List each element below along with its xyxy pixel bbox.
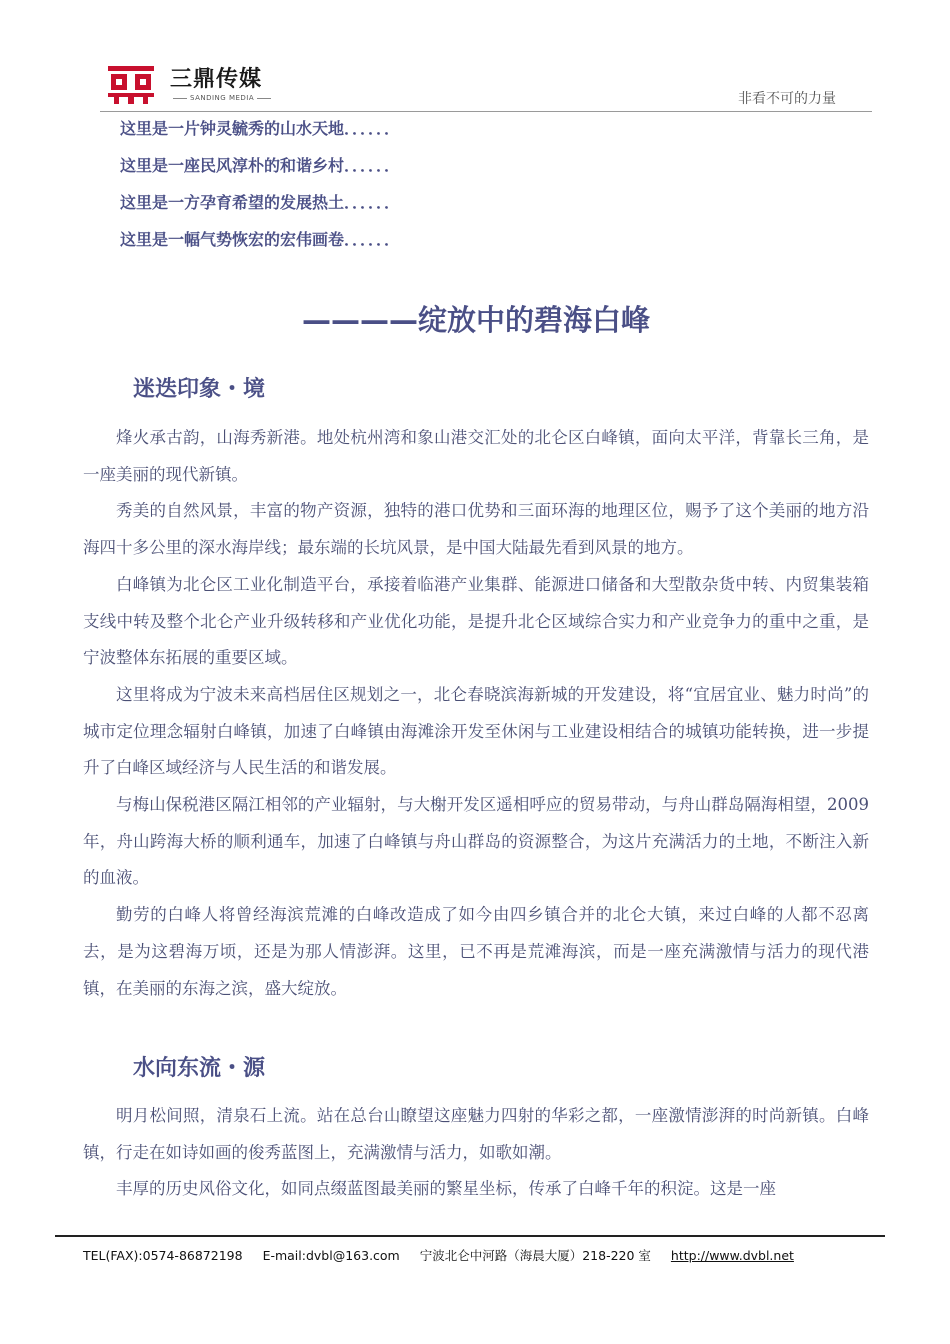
footer-divider [55, 1235, 885, 1237]
section-body [83, 1098, 869, 1208]
page-footer [83, 1246, 794, 1264]
intro-line: 这里是一幅气势恢宏的宏伟画卷．．．．．． [120, 230, 401, 249]
paragraph: 勤劳的白峰人将曾经海滨荒滩的白峰改造成了如今由四乡镇合并的北仑大镇，来过白峰的人都不忍离去，是为这碧海万顷，还是为那人情澎湃。这里，已不再是荒滩海滨，而是一座充满激情与活力的现代港镇，在美丽的东海之滨，盛大绽放。 [83, 905, 869, 998]
paragraph: 烽火承古韵，山海秀新港。地处杭州湾和象山港交汇处的北仑区白峰镇，面向太平洋，背靠长三角，是一座美丽的现代新镇。 [83, 428, 869, 484]
footer-tel: TEL(FAX):0574-86872198 [83, 1248, 243, 1263]
paragraph: 白峰镇为北仑区工业化制造平台，承接着临港产业集群、能源进口储备和大型散杂货中转、内贸集装箱支线中转及整个北仑产业升级转移和产业优化功能，是提升北仑区域综合实力和产业竞争力的重中之重，是宁波整体东拓展的重要区域。 [83, 574, 869, 668]
paragraph: 明月松间照，清泉石上流。站在总台山瞭望这座魅力四射的华彩之都，一座激情澎湃的时尚新镇。白峰镇，行走在如诗如画的俊秀蓝图上，充满激情与活力，如歌如潮。 [83, 1106, 869, 1162]
paragraph: 秀美的自然风景，丰富的物产资源，独特的港口优势和三面环海的地理区位，赐予了这个美丽的地方沿海四十多公里的深水海岸线；最东端的长坑风景，是中国大陆最先看到风景的地方。 [83, 501, 869, 558]
logo-name: 三鼎传媒 [170, 67, 263, 92]
sanding-logo-icon [108, 66, 154, 104]
logo-subtitle: SANDING MEDIA [170, 94, 270, 102]
paragraph: 丰厚的历史风俗文化，如同点缀蓝图最美丽的繁星坐标，传承了白峰千年的积淀。这是一座 [116, 1179, 776, 1199]
header-divider [100, 111, 872, 112]
footer-website-link[interactable]: http://www.dvbl.net [670, 1248, 794, 1263]
intro-line: 这里是一方孕育希望的发展热土．．．．．． [120, 193, 401, 212]
footer-email: E-mail:dvbl@163.com [262, 1248, 400, 1263]
intro-line: 这里是一座民风淳朴的和谐乡村．．．．．． [120, 156, 401, 175]
slogan: 非看不可的力量 [738, 91, 836, 107]
footer-address: 宁波北仑中河路（海晨大厦）218-220 室 [419, 1248, 651, 1263]
intro-block [120, 116, 400, 264]
page-header [0, 0, 950, 112]
paragraph: 这里将成为宁波未来高档居住区规划之一，北仑春晓滨海新城的开发建设，将“宜居宜业、魅力时尚”的城市定位理念辐射白峰镇，加速了白峰镇由海滩涂开发至休闲与工业建设相结合的城镇功能转换，进一步提升了白峰区域经济与人民生活的和谐发展。 [83, 684, 869, 778]
intro-line: 这里是一片钟灵毓秀的山水天地．．．．．． [120, 119, 401, 138]
section-body [83, 420, 869, 1007]
main-title: ————绽放中的碧海白峰 [302, 303, 651, 337]
section-title: 水向东流・源 [133, 1056, 266, 1081]
section-title: 迷迭印象・境 [133, 377, 266, 402]
paragraph: 与梅山保税港区隔江相邻的产业辐射，与大榭开发区遥相呼应的贸易带动，与舟山群岛隔海相望，2009年，舟山跨海大桥的顺利通车，加速了白峰镇与舟山群岛的资源整合，为这片充满活力的土地，不断注入新的血液。 [83, 795, 869, 888]
